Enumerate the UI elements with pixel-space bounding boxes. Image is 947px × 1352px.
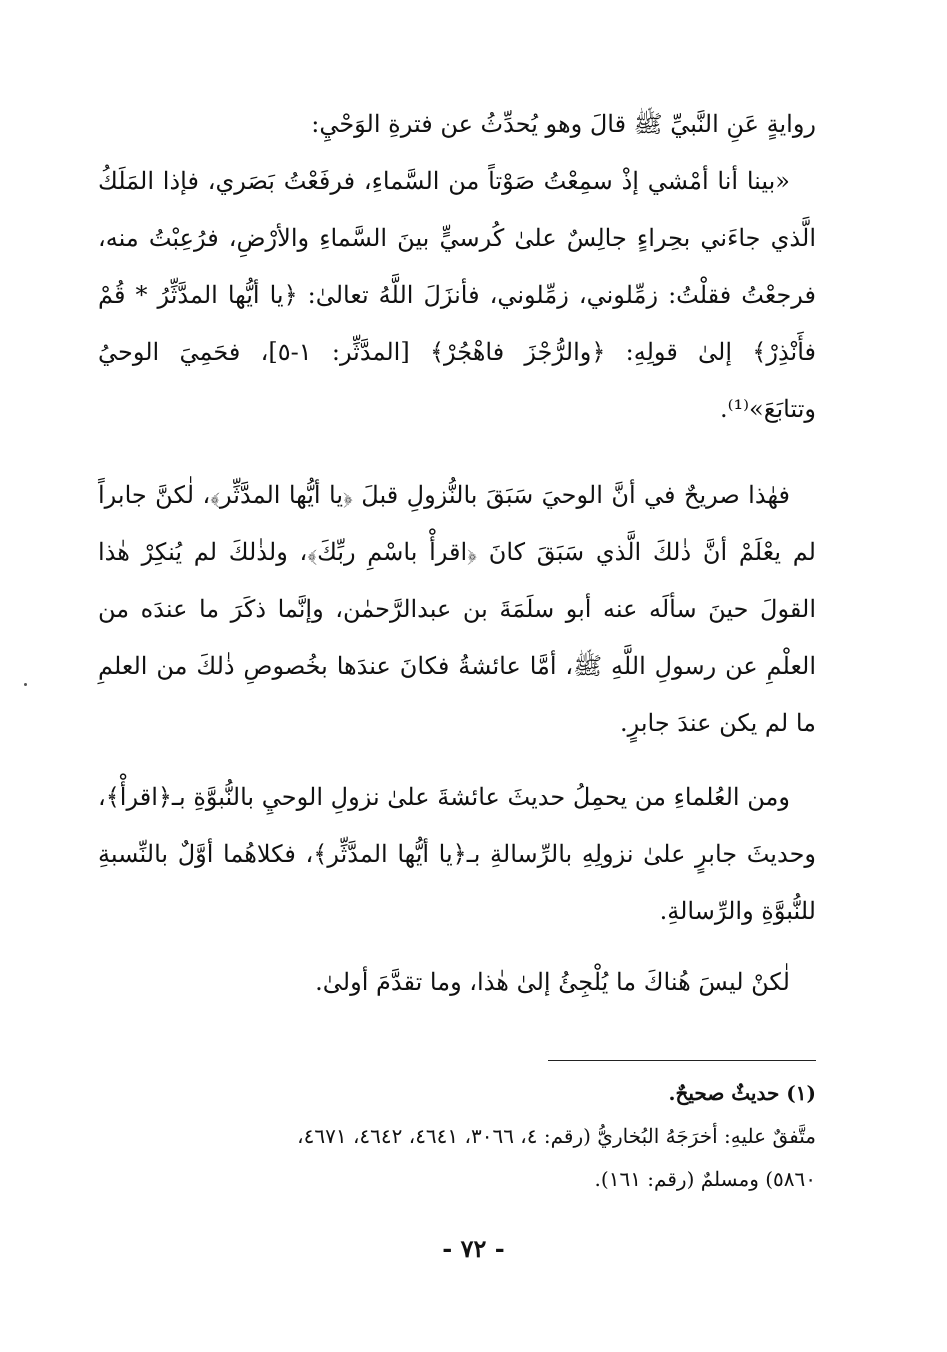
continuation-line: روايةٍ عَنِ النَّبيِّ ﷺ قالَ وهو يُحدِّثُ عن فترةِ الوَحْيِ: — [311, 110, 816, 138]
page-number: - ٧٢ - — [442, 1234, 505, 1263]
conclusion-paragraph — [98, 954, 816, 1011]
footnotes — [98, 1072, 816, 1201]
footnote-divider — [548, 1060, 816, 1061]
paragraph-2: فهٰذا صريحٌ في أنَّ الوحيَ سَبَقَ بالنُّزولِ قبلَ ﴿يا أيُّها المدَّثِّر﴾، لٰكنَّ جابراً لم يعْلَمْ أنَّ ذٰلكَ الَّذي سَبَقَ كانَ ﴿اقرأْ باسْمِ ربِّكَ﴾، ولذٰلكَ لم يُنكِرْ هٰذا القولَ حينَ سألَه عنه أبو سلَمَةَ بن عبدالرَّحمٰن، وإنَّما ذكَرَ ما عندَه من العلْمِ عن رسولِ اللَّهِ ﷺ، أمَّا عائشةُ فكانَ عندَها بخُصوصِ ذٰلكَ من العلمِ ما لم يكن عندَ جابرٍ. — [98, 481, 816, 737]
paragraph-1: «بينا أنا أمْشي إذْ سمِعْتُ صَوْتاً من السَّماءِ، فرفَعْتُ بَصَري، فإذا المَلَكُ الَّذي جاءَني بحِراءٍ جالِسٌ علىٰ كُرسيٍّ بينَ السَّماءِ والأرْضِ، فرُعِبْتُ منه، فرجعْتُ فقلْتُ: زمِّلوني، زمِّلوني، فأنزَلَ اللَّهُ تعالىٰ: ﴿يا أيُّها المدَّثِّرُ * قُمْ فأَنْذِرْ﴾ إلىٰ قولِهِ: ﴿والرُّجْزَ فاهْجُرْ﴾ [المدَّثِّر: ١-٥]، فحَمِيَ الوحيُ وتتابَعَ»⁽¹⁾. — [98, 167, 817, 423]
footnote-line-1: متَّفقٌ عليهِ: أخرَجَهُ البُخاريُّ (رقم: ٤، ٣٠٦٦، ٤٦٤١، ٤٦٤٢، ٤٦٧١، — [297, 1124, 816, 1148]
footnote-line-2: ٥٨٦٠) ومسلمٌ (رقم: ١٦١). — [594, 1167, 816, 1191]
commentary-paragraph — [98, 467, 816, 752]
scholars-paragraph — [98, 769, 816, 940]
footnote-title: (١) حديثٌ صحيحٌ. — [668, 1081, 816, 1105]
body-text — [98, 96, 816, 153]
paragraph-3: ومن العُلماءِ من يحمِلُ حديثَ عائشةَ علىٰ نزولِ الوحيِ بالنُّبوَّةِ بـ﴿اقرأْ﴾، وحديثَ جابرٍ علىٰ نزولِهِ بالرِّسالةِ بـ﴿يا أيُّها المدَّثِّر﴾، فكلاهُما أوَّلٌ بالنِّسبةِ للنُّبوَّةِ والرِّسالةِ. — [98, 783, 816, 925]
hadith-quote-paragraph — [98, 153, 816, 438]
paragraph-4: لٰكنْ ليسَ هُناكَ ما يُلْجِئُ إلىٰ هٰذا، وما تقدَّمَ أولىٰ. — [315, 968, 790, 996]
scan-speck — [24, 683, 27, 686]
